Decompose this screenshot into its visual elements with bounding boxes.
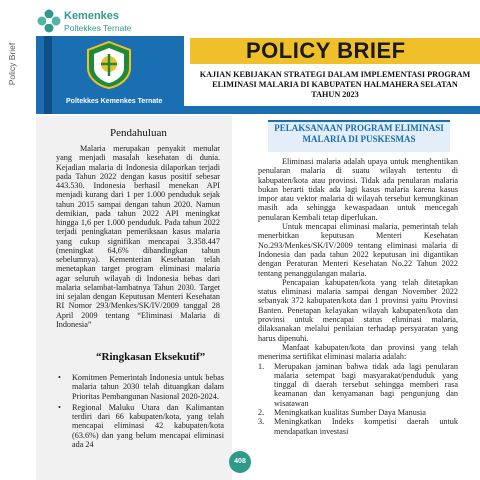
paragraph: Pencapaian kabupaten/kota yang telah ditetapkan status eliminasi malaria sampai dengan November 2022 sebanyak 372 kabupaten/kota dan 1 provinsi yaitu Provinsi Banten. Penetapan kelayakan wilayah kabupaten/kota dan provinsi untuk mencapai status eliminasi malaria, dilaksanakan melalui penilaian terhadap persyaratan yang harus dipenuhi. <box>258 277 458 343</box>
pendahuluan-heading: Pendahuluan <box>110 127 167 139</box>
kemenkes-logo <box>36 6 186 34</box>
kemenkes-flower-icon <box>36 8 62 34</box>
brand-name: Kemenkes <box>64 10 120 22</box>
bullet-icon: • <box>58 402 61 412</box>
list-item <box>56 403 224 449</box>
subtitle-line-3: TAHUN 2023 <box>311 90 359 99</box>
list-item <box>258 408 458 417</box>
subtitle-line-1: KAJIAN KEBIJAKAN STRATEGI DALAM IMPLEMENTASI PROGRAM <box>199 70 471 79</box>
ringkasan-list <box>56 373 224 451</box>
ringkasan-heading: “Ringkasan Eksekutif” <box>96 351 206 363</box>
paragraph: Untuk mencapai eliminasi malaria, pemerintah telah menerbitkan keputusan Menteri Kesehatan No.293/Menkes/SK/IV/2009 tentang eliminasi malaria di Indonesia dan pada tahun 2022 keputusan ini digantikan dengan Peraturan Menteri Kesehatan No.22 Tahun 2022 tentang penanggulangan malaria. <box>258 222 458 278</box>
banner-left-stripe <box>44 36 52 114</box>
right-column-text <box>258 157 458 436</box>
list-item-text: Merupakan jaminan bahwa tidak ada lagi penularan malaria setempat bagi masyarakat/penduduk yang tinggal di daerah tersebut sehingga memberi rasa keamanan dan kenyamanan bagi pengunjung dan wisatawan <box>274 361 458 408</box>
list-item-text: Komitmen Pemerintah Indonesia untuk bebas malaria tahun 2030 telah dituangkan dalam Prioritas Pembangunan Nasional 2020-2024. <box>72 373 224 401</box>
pendahuluan-paragraph: Malaria merupakan penyakit menular yang menjadi masalah kesehatan di dunia. Kejadian malaria di Indonesia dilaporkan terjadi pada Tahun 2022 dengan kasus positif sebesar 443.530. Indonesia berhasil menekan API menjadi kurang dari 1 per 1.000 penduduk sejak tahun 2015 sampai dengan tahun 2020. Namun demikian, pada tahun 2022 API meningkat hingga 1,6 per 1.000 penduduk. Pada tahun 2022 terjadi peningkatan pemeriksaan kasus malaria yang cukup signifikan mencapai 3.358.447 (meningkat 64,6% dibandingkan tahun sebelumnya). Kementerian Kesehatan telah menetapkan target program eliminasi malaria agar seluruh wilayah di Indonesia bebas dari malaria selambat-lambatnya Tahun 2030. Target ini sejalan dengan Keputusan Menteri Kesehatan RI Nomor 293/Menkes/SK/IV/2009 tanggal 28 April 2009 tentang “Eliminasi Malaria di Indonesia” <box>56 144 220 329</box>
list-item <box>258 417 458 436</box>
poltekkes-emblem-icon <box>84 40 134 90</box>
list-item-text: Meningkatkan Indeks kompetisi daerah untuk mendapatkan investasi <box>274 417 458 436</box>
benefits-list <box>258 362 458 436</box>
paragraph: Eliminasi malaria adalah upaya untuk menghentikan penularan malaria di suatu wilayah tertentu di kabupaten/kota atau provinsi. Tidak ada penularan malaria bukan berarti tidak ada lagi kasus malaria karena kasus impor atau vektor malaria di wilayah tersebut kemungkinan masih ada sehingga kewaspadaan untuk mencegah penularan Kembali tetap diperlukan. <box>258 157 458 222</box>
paragraph: Manfaat kabupaten/kota dan provinsi yang telah menerima sertifikat eliminasi malaria adalah: <box>258 342 458 362</box>
list-item-text: Meningkatkan kualitas Sumber Daya Manusia <box>274 408 426 418</box>
bullet-icon: • <box>58 373 61 382</box>
page-number-badge: 408 <box>229 451 251 473</box>
list-item-text: Regional Maluku Utara dan Kalimantan terdiri dari 66 kabupaten/kota, yang telah mencapai eliminasi 42 kabupaten/kota (63.6%) dan yang belum mencapai eliminasi ada 24 <box>72 402 224 449</box>
banner-bottom-stripe <box>184 106 480 114</box>
list-item <box>258 362 458 408</box>
list-item <box>56 373 224 401</box>
institution-label: Poltekkes Kemenkes Ternate <box>66 98 163 105</box>
section-heading: PELAKSANAAN PROGRAM ELIMINASI MALARIA DI PUSKESMAS <box>274 123 444 144</box>
list-number: 1. <box>258 361 265 371</box>
page-title: POLICY BRIEF <box>246 38 406 63</box>
subtitle-line-2: ELIMINASI MALARIA DI KABUPATEN HALMAHERA SELATAN <box>212 80 458 89</box>
brand-subname: Poltekkes Ternate <box>64 23 132 33</box>
list-number: 2. <box>258 408 265 418</box>
side-label: Policy Brief <box>7 42 17 86</box>
list-number: 3. <box>258 417 265 427</box>
